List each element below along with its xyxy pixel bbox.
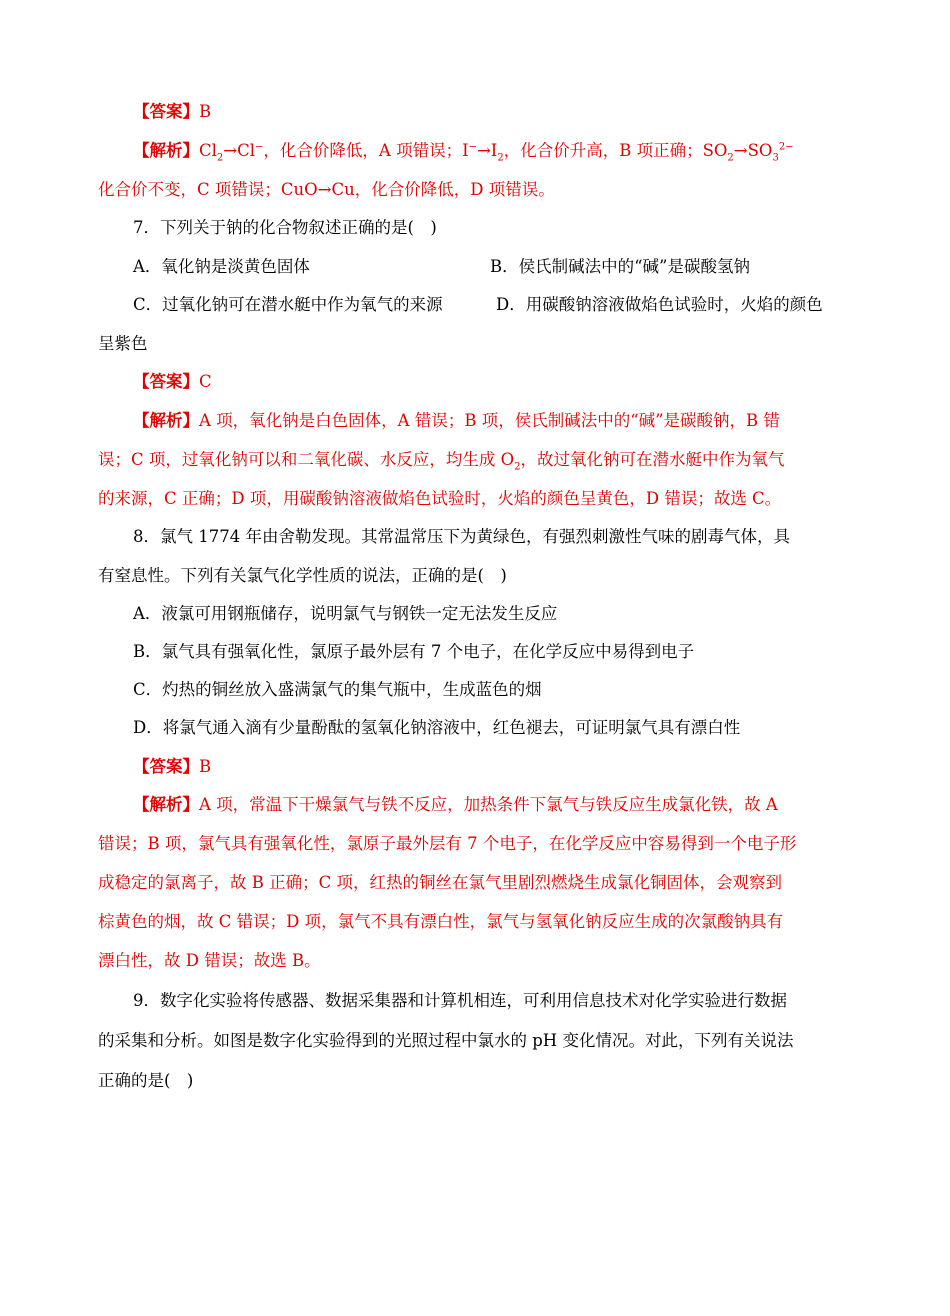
q8-analysis-line2: 错误；B 项，氯气具有强氧化性，氯原子最外层有 7 个电子，在化学反应中容易得到一个电子形 [98, 834, 797, 853]
analysis-label: 【解析】 [133, 141, 199, 160]
q7-stem: 7．下列关于钠的化合物叙述正确的是( ) [133, 218, 437, 237]
q9-stem-line3: 正确的是( ) [98, 1071, 194, 1090]
q7-analysis-line2: 误；C 项，过氧化钠可以和二氧化碳、水反应，均生成 $O_2$，故过氧化钠可在潜水艇中作为氧气 [98, 450, 785, 473]
q8-analysis-line5: 漂白性，故 D 错误；故选 B。 [98, 951, 321, 970]
q7-answer: 【答案】C [133, 372, 212, 391]
answer-label: 【答案】 [133, 372, 199, 391]
q7-option-c: C．过氧化钠可在潜水艇中作为氧气的来源 [133, 295, 443, 314]
answer-label: 【答案】 [133, 102, 199, 121]
q8-stem-line2: 有窒息性。下列有关氯气化学性质的说法，正确的是( ) [98, 566, 507, 585]
q7-option-d: D．用碳酸钠溶液做焰色试验时，火焰的颜色 [496, 295, 823, 314]
q8-option-d: D．将氯气通入滴有少量酚酞的氢氧化钠溶液中，红色褪去，可证明氯气具有漂白性 [133, 718, 741, 737]
q8-answer: 【答案】B [133, 757, 212, 776]
q7-option-b: B．侯氏制碱法中的“碱”是碳酸氢钠 [490, 257, 750, 276]
analysis-label: 【解析】 [133, 795, 199, 814]
q6-analysis-line1: 【解析】$Cl_2\to Cl^-$，化合价降低，A 项错误；$I^-\to I_2$，化合价升高，B 项正确；$SO_2\to SO_3^{2-}$ [133, 141, 794, 164]
q8-stem-line1: 8．氯气 1774 年由舍勒发现。其常温常压下为黄绿色，有强烈刺激性气味的剧毒气体，具 [133, 527, 790, 546]
q9-stem-line2: 的采集和分析。如图是数字化实验得到的光照过程中氯水的 pH 变化情况。对此，下列有关说法 [98, 1031, 794, 1050]
q8-option-a: A．液氯可用钢瓶储存，说明氯气与钢铁一定无法发生反应 [133, 604, 558, 623]
q8-analysis-line3: 成稳定的氯离子，故 B 正确；C 项，红热的铜丝在氯气里剧烈燃烧生成氯化铜固体，会观察到 [98, 873, 782, 892]
q8-analysis-line1: 【解析】A 项，常温下干燥氯气与铁不反应，加热条件下氯气与铁反应生成氯化铁，故 A [133, 795, 778, 814]
q7-analysis-line3: 的来源，C 正确；D 项，用碳酸钠溶液做焰色试验时，火焰的颜色呈黄色，D 错误；故选 C。 [98, 489, 782, 508]
q7-analysis-line1: 【解析】A 项，氧化钠是白色固体，A 错误；B 项，侯氏制碱法中的“碱”是碳酸钠，B 错 [133, 411, 780, 430]
answer-label: 【答案】 [133, 757, 199, 776]
analysis-label: 【解析】 [133, 411, 199, 430]
q8-option-b: B．氯气具有强氧化性，氯原子最外层有 7 个电子，在化学反应中易得到电子 [133, 642, 695, 661]
q8-analysis-line4: 棕黄色的烟，故 C 错误；D 项，氯气不具有漂白性，氯气与氢氧化钠反应生成的次氯酸钠具有 [98, 912, 784, 931]
q8-option-c: C．灼热的铜丝放入盛满氯气的集气瓶中，生成蓝色的烟 [133, 680, 542, 699]
q9-stem-line1: 9．数字化实验将传感器、数据采集器和计算机相连，可利用信息技术对化学实验进行数据 [133, 991, 787, 1010]
q6-answer: 【答案】B [133, 102, 212, 121]
q6-analysis-line2: 化合价不变，C 项错误；CuO→Cu，化合价降低，D 项错误。 [98, 180, 555, 199]
q7-option-d-cont: 呈紫色 [98, 334, 148, 353]
q7-option-a: A．氧化钠是淡黄色固体 [133, 257, 310, 276]
